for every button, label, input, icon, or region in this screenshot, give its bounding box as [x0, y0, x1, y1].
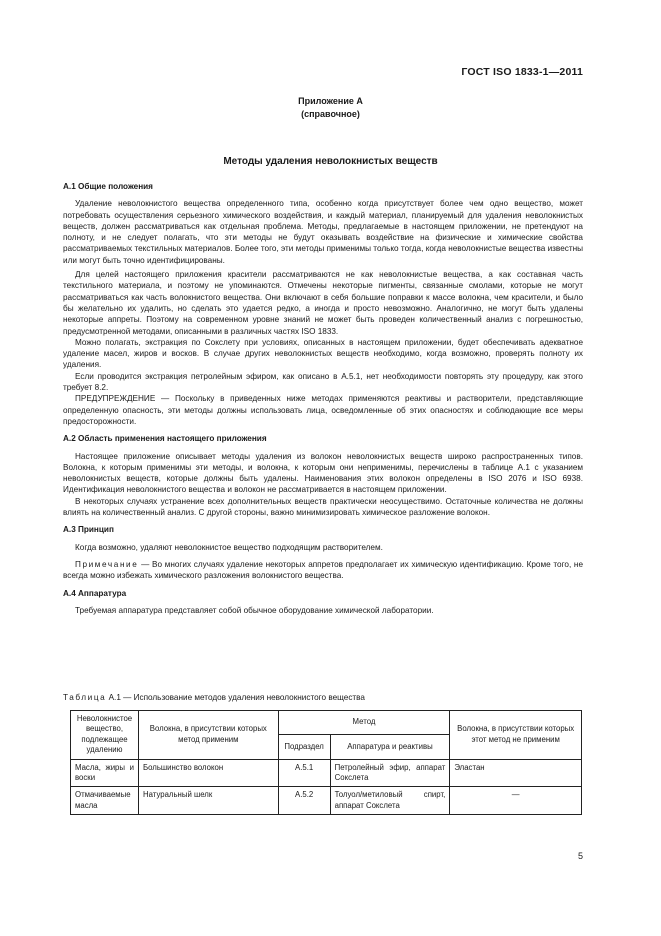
- note-paragraph: [63, 559, 583, 582]
- header-subsection: Подраздел: [278, 735, 330, 759]
- paragraph: Когда возможно, удаляют неволокнистое вещество подходящим растворителем.: [75, 542, 383, 552]
- table-caption: [63, 693, 365, 702]
- section-heading-a4: А.4 Аппаратура: [63, 588, 127, 598]
- table-row: [71, 787, 582, 815]
- header-fibres: Волокна, в присутствии которых метод применим: [138, 711, 278, 760]
- paragraph: В некоторых случаях устранение всех дополнительных веществ практически неосуществимо. Остаточные количества не должны влиять на количественный анализ. С другой стороны, важно минимизировать химическое разложение волокон.: [63, 496, 583, 518]
- cell-substance: Масла, жиры и воски: [71, 759, 139, 787]
- standard-number: ГОСТ ISO 1833-1—2011: [461, 66, 583, 78]
- paragraph: Требуемая аппаратура представляет собой обычное оборудование химической лаборатории.: [75, 605, 434, 615]
- cell-subsection: А.5.1: [278, 759, 330, 787]
- header-method: Метод: [278, 711, 450, 735]
- cell-fibres: Большинство волокон: [138, 759, 278, 787]
- annex-subtitle: (справочное): [301, 109, 360, 119]
- paragraph: Удаление неволокнистого вещества определенного типа, особенно когда присутствует более чем одно вещество, может потребовать осуществления серьезного химического воздействия, и каждый материал, планируемый для удаления неволокнистых веществ, должен рассматриваться как отдельная проблема. Методы, предлагаемые в настоящем приложении, не претендуют на полноту, и не следует полагать, что эти методы не будут оказывать воздействие на физические и химические свойства рассматриваемых текстильных материалов. Более того, эти методы применимы только тогда, когда неволокнистые вещества известны или могут быть точно идентифицированы.: [63, 199, 583, 265]
- paragraph: Если проводится экстракция петролейным эфиром, как описано в А.5.1, нет необходимости повторять эту процедуру, как этого требует 8.2.: [63, 371, 583, 393]
- paragraph: Настоящее приложение описывает методы удаления из волокон неволокнистых веществ широко распространенных типов. Волокна, к которым применимы эти методы, и волокна, к которым они неприменимы, перечислены в таблице А.1 с указанием неволокнистых веществ, которые должны быть удалены. Наименования этих волокон определены в ISO 2076 и ISO 6938. Идентификация неволокнистого вещества и волокон не рассматривается в настоящем приложении.: [63, 451, 583, 495]
- warning-paragraph: ПРЕДУПРЕЖДЕНИЕ — Поскольку в приведенных ниже методах применяются реактивы и растворители, представляющие определенную опасность, эти методы должны использовать лица, осведомленные об этих опасностях и соблюдающие все меры предосторожности.: [63, 394, 583, 426]
- document-title: Методы удаления неволокнистых веществ: [223, 156, 438, 167]
- table-header-row: [71, 711, 582, 735]
- cell-substance: Отмачиваемые масла: [71, 787, 139, 815]
- cell-apparatus: Толуол/метиловый спирт, аппарат Сокслета: [330, 787, 450, 815]
- header-not-applicable: Волокна, в присутствии которых этот метод не применим: [450, 711, 582, 760]
- page-number: 5: [577, 851, 583, 861]
- note-label: Примечание: [75, 559, 139, 569]
- annex-title: Приложение А: [298, 96, 363, 106]
- header-substance: Неволокнистое вещество, подлежащее удалению: [71, 711, 139, 760]
- note-text: — Во многих случаях удаление некоторых аппретов предполагает их химическую идентификацию. Кроме того, не всегда можно избежать химического разложения волокнистого вещества.: [63, 559, 583, 581]
- cell-not-applicable: —: [450, 787, 582, 815]
- section-heading-a1: А.1 Общие положения: [63, 182, 153, 191]
- cell-subsection: А.5.2: [278, 787, 330, 815]
- cell-fibres: Натуральный шелк: [138, 787, 278, 815]
- cell-not-applicable: Эластан: [450, 759, 582, 787]
- section-heading-a3: А.3 Принцип: [63, 525, 114, 535]
- header-apparatus: Аппаратура и реактивы: [330, 735, 450, 759]
- section-a1: [63, 181, 583, 616]
- table-caption-label: Таблица: [63, 693, 107, 702]
- section-heading-a2: А.2 Область применения настоящего приложения: [63, 434, 267, 444]
- cell-apparatus: Петролейный эфир, аппарат Сокслета: [330, 759, 450, 787]
- table-caption-text: А.1 — Использование методов удаления неволокнистого вещества: [106, 693, 365, 702]
- methods-table: [70, 710, 582, 815]
- table-row: [71, 759, 582, 787]
- paragraph: Можно полагать, экстракция по Сокслету при условиях, описанных в настоящем приложении, будет обеспечивать адекватное удаление масел, жиров и восков. В случае других неволокнистых веществ необходимо, когда возможно, проверять полноту их удаления.: [63, 337, 583, 370]
- paragraph: Для целей настоящего приложения красители рассматриваются не как неволокнистые вещества, а как составная часть текстильного материала, и поэтому не упоминаются. Отмечены некоторые пигменты, связанные смолами, которые не могут рассматриваться как часть волокнистого вещества. Они включают в себя большие поправки к массе волокна, чем красители, и было бы желательно их удалить, но сделать это удается редко, а иногда и просто невозможно. Аналогично, не могут быть удалены некоторые аппреты. Поэтому на современном уровне знаний не может быть проведен количественный анализ с погрешностью, предусмотренной методами, описанными в различных частях ISO 1833.: [63, 270, 583, 336]
